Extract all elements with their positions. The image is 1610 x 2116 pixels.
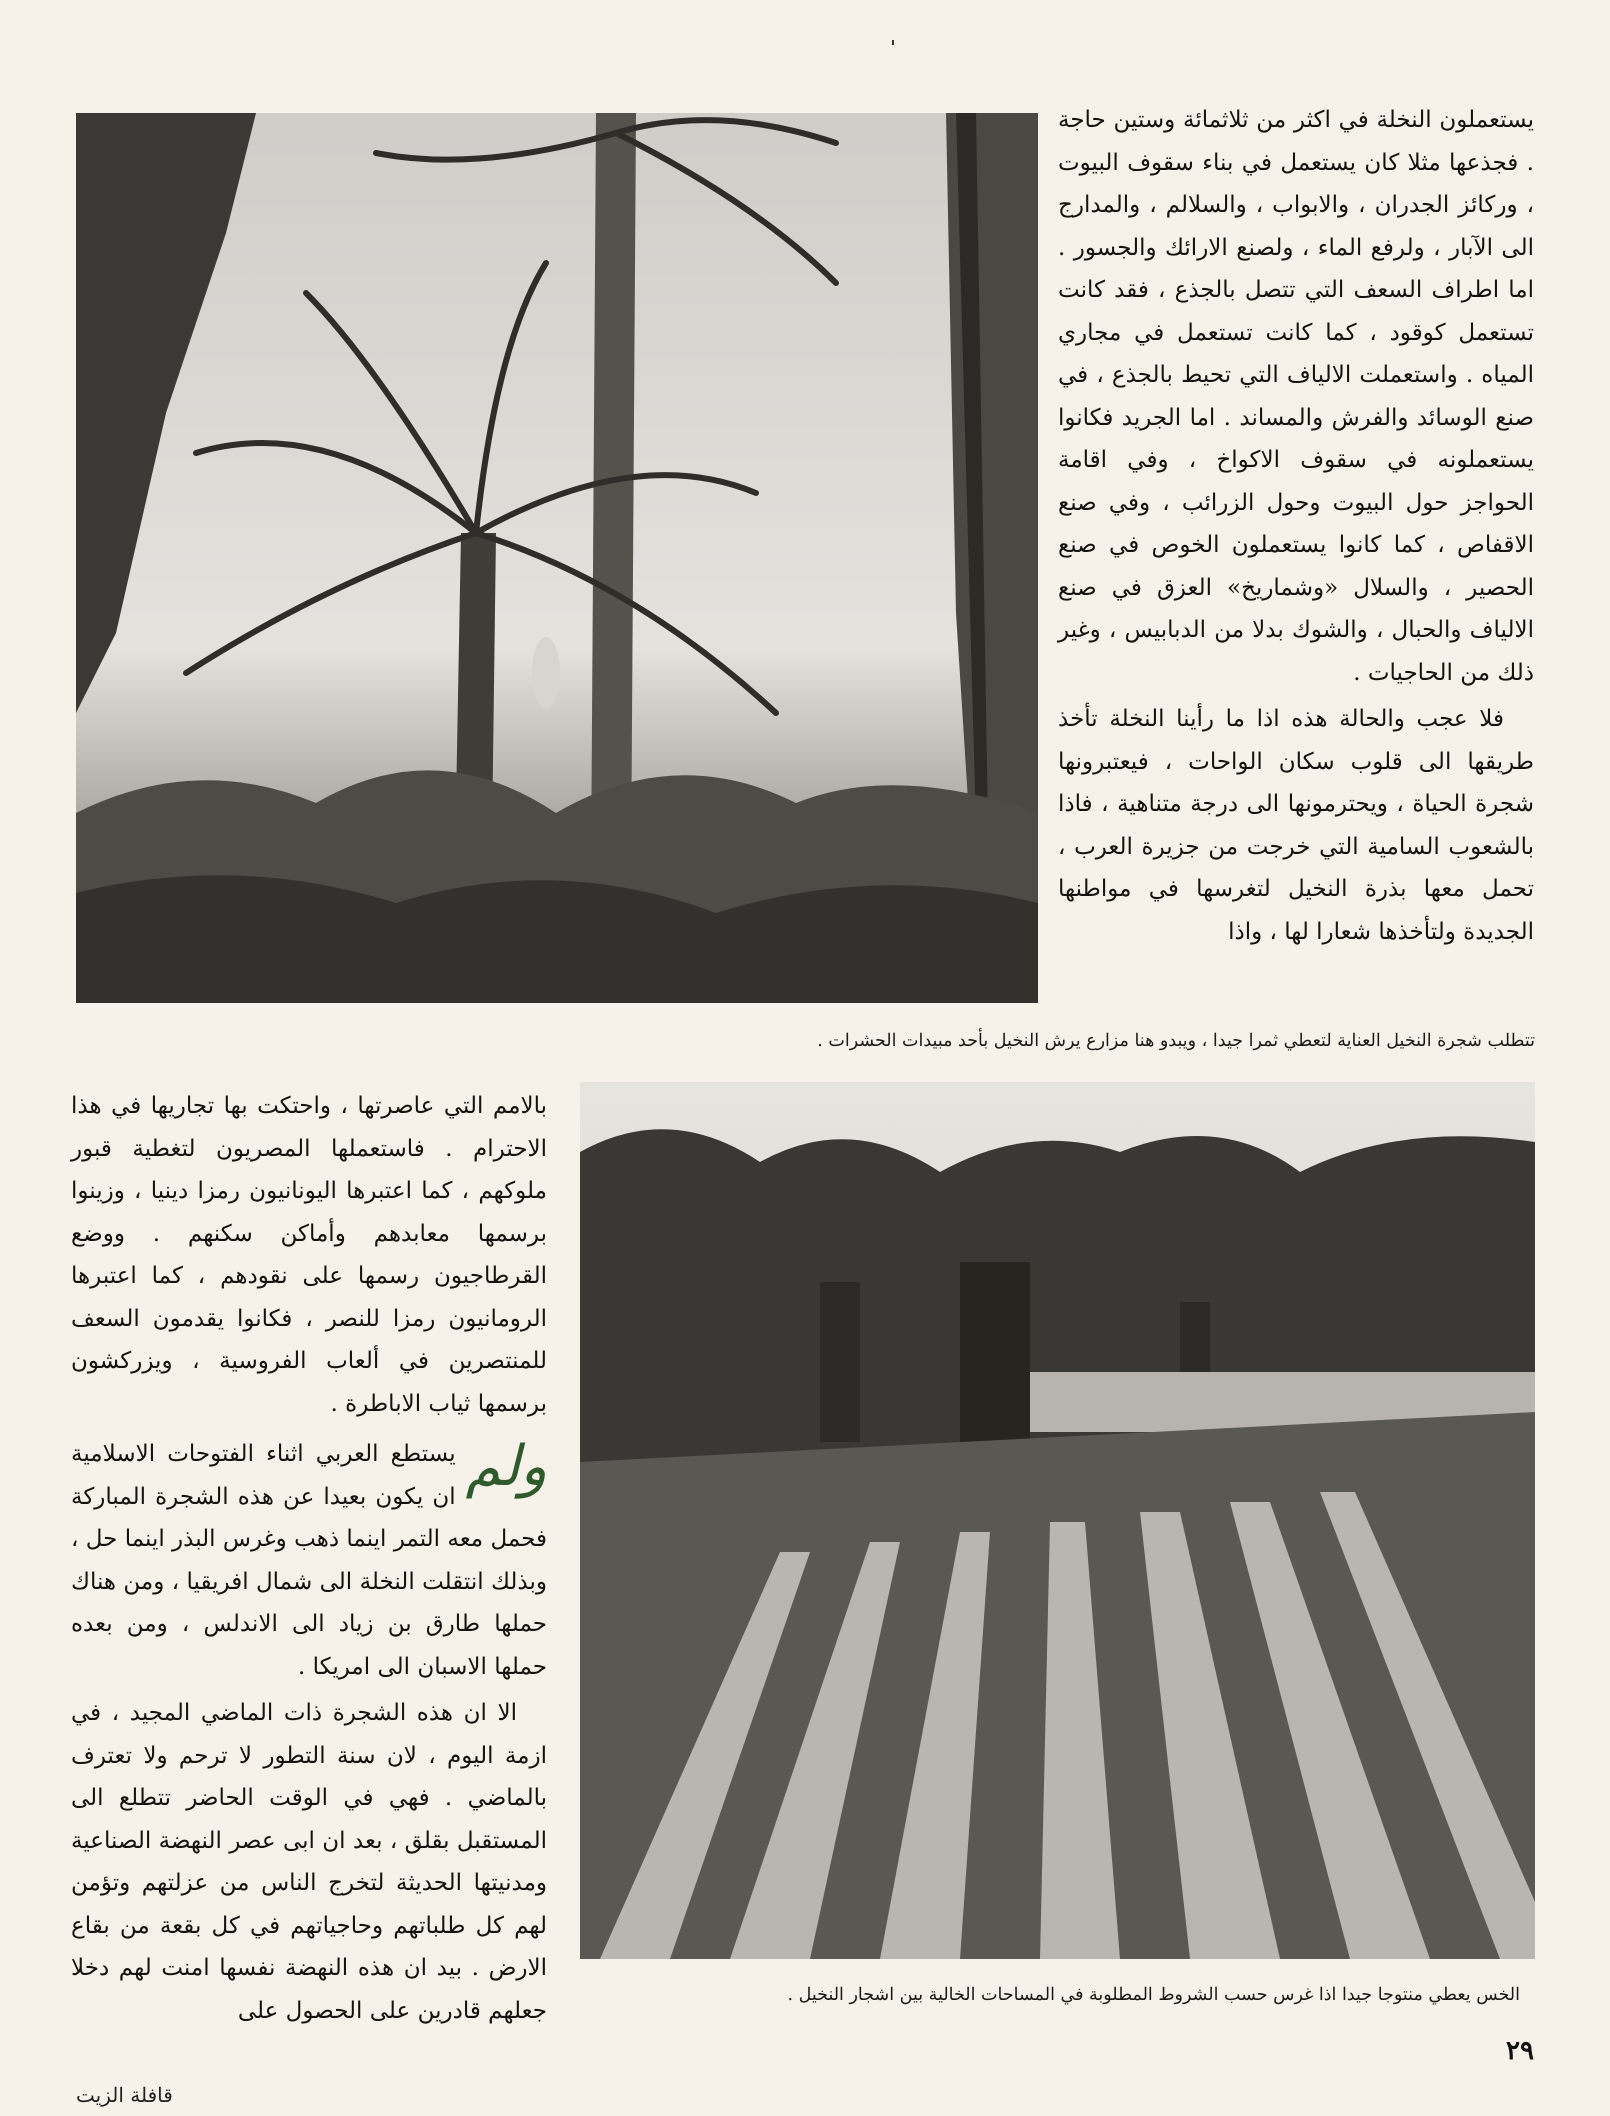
- lettuce-field-photo: [580, 1082, 1535, 1959]
- paragraph-with-dropcap: [71, 1433, 547, 1688]
- page-number: ٢٩: [1506, 2036, 1534, 2066]
- article-column-2: [71, 1085, 547, 2032]
- photo-caption-top: تتطلب شجرة النخيل العناية لتعطي ثمرا جيدا ، ويبدو هنا مزارع يرش النخيل بأحد مبيدات الحشرات .: [817, 1031, 1535, 1051]
- publication-title: قافلة الزيت: [76, 2083, 173, 2107]
- paragraph: الا ان هذه الشجرة ذات الماضي المجيد ، في ازمة اليوم ، لان سنة التطور لا ترحم ولا تعترف بالماضي . فهي في الوقت الحاضر تتطلع الى المستقبل بقلق ، بعد ان ابى عصر النهضة الصناعية ومدنيتها الحديثة لتخرج الناس من عزلتهم وتؤمن لهم كل طلباتهم وحاجياتهم في كل بقعة من بقاع الارض . بيد ان هذه النهضة نفسها امنت لهم دخلا جعلهم قادرين على الحصول على: [71, 1700, 547, 2024]
- top-print-mark: [892, 40, 894, 45]
- palm-grove-photo: [76, 113, 1038, 1003]
- paragraph-text: يستطع العربي اثناء الفتوحات الاسلامية ان يكون بعيدا عن هذه الشجرة المباركة فحمل معه التمر اينما ذهب وغرس البذر اينما حل ، وبذلك انتقلت النخلة الى شمال افريقيا ، ومن هناك حملها طارق بن زياد الى الاندلس ، ومن بعده حملها الاسبان الى امريكا .: [71, 1441, 547, 1680]
- paragraph: فلا عجب والحالة هذه اذا ما رأينا النخلة تأخذ طريقها الى قلوب سكان الواحات ، فيعتبرونها شجرة الحياة ، ويحترمونها الى درجة متناهية ، فاذا بالشعوب السامية التي خرجت من جزيرة العرب ، تحمل معها بذرة النخيل لتغرسها في مواطنها الجديدة ولتأخذها شعارا لها ، واذا: [1058, 706, 1534, 945]
- drop-cap: ولم: [465, 1434, 547, 1499]
- paragraph: يستعملون النخلة في اكثر من ثلاثمائة وستين حاجة . فجذعها مثلا كان يستعمل في بناء سقوف البيوت ، وركائز الجدران ، والابواب ، والسلالم ، والمدارج الى الآبار ، ولرفع الماء ، ولصنع الارائك والجسور . اما اطراف السعف التي تتصل بالجذع ، فقد كانت تستعمل كوقود ، كما كانت تستعمل في مجاري المياه . واستعملت الالياف التي تحيط بالجذع ، في صنع الوسائد والفرش والمساند . اما الجريد فكانوا يستعملونه في سقوف الاكواخ ، وفي اقامة الحواجز حول البيوت وحول الزرائب ، وفي صنع الاقفاص ، كما كانوا يستعملون الخوص في صنع الحصير ، والسلال «وشماريخ» العزق في صنع الالياف والحبال ، والشوك بدلا من الدبابيس ، وغير ذلك من الحاجيات .: [1058, 107, 1534, 686]
- paragraph: بالامم التي عاصرتها ، واحتكت بها تجاريها في هذا الاحترام . فاستعملها المصريون لتغطية قبور ملوكهم ، كما اعتبرها اليونانيون رمزا دينيا ، وزينوا برسمها معابدهم وأماكن سكنهم . ووضع القرطاجيون رسمها على نقودهم ، كما اعتبرها الرومانيون رمزا للنصر ، فكانوا يقدمون السعف للمنتصرين في ألعاب الفروسية ، ويزركشون برسمها ثياب الاباطرة .: [71, 1093, 547, 1417]
- article-column-1: [1058, 99, 1534, 953]
- photo-caption-bottom: الخس يعطي منتوجا جيدا اذا غرس حسب الشروط المطلوبة في المساحات الخالية بين اشجار النخيل .: [787, 1985, 1520, 2005]
